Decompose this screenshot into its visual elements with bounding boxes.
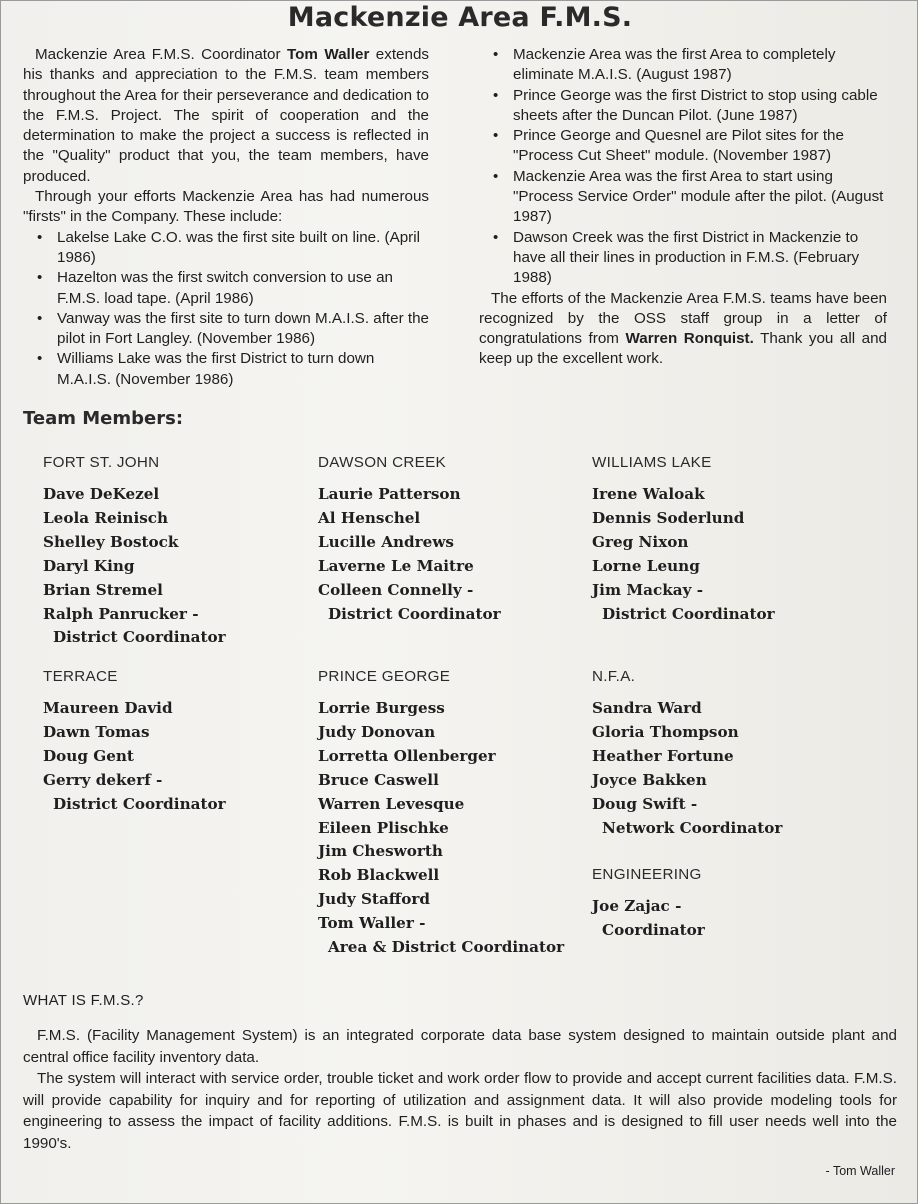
member-name: Jim Chesworth [318, 842, 443, 861]
member-name: Sandra Ward [592, 699, 702, 717]
closing-text-cont: Thank you all and keep up the excellent work. [479, 330, 887, 368]
member-name: Doug Swift - [592, 794, 698, 813]
group-name: ENGINEERING [592, 866, 702, 883]
member-name: Dawn Tomas [43, 722, 150, 741]
member-name: Lorrie Burgess [318, 699, 445, 717]
fms-paragraph: The system will interact with service order, trouble ticket and work order flow to provide and accept current facilities data. F.M.S. will provide capability for inquiry and for reporting of utilization and assignment data. It will also provide modeling tools for engineering to assess the impact of facility additions. F.M.S. is built in phases and is designed to fill user needs well into the 1990's. [23, 1070, 897, 1152]
group-name: N.F.A. [592, 668, 636, 685]
member-role: District Coordinator [602, 604, 775, 623]
intro-paragraph [23, 45, 429, 187]
member-name: Colleen Connelly - [318, 580, 474, 599]
member-role: District Coordinator [53, 794, 226, 813]
member-name: Irene Waloak [592, 485, 705, 503]
member-name: Judy Donovan [318, 722, 436, 741]
member-name: Ralph Panrucker - [43, 604, 199, 623]
left-column [23, 45, 429, 390]
group-prince-george [318, 667, 564, 960]
team-members-heading: Team Members: [23, 408, 184, 429]
member-role: Network Coordinator [602, 818, 783, 837]
list-item: • Mackenzie Area was the first Area to completely eliminate M.A.I.S. (August 1987) [479, 45, 887, 86]
group-name: WILLIAMS LAKE [592, 454, 712, 471]
group-williams-lake [592, 453, 775, 626]
member-name: Judy Stafford [318, 890, 431, 909]
member-name: Lucille Andrews [318, 532, 454, 551]
member-name: Heather Fortune [592, 746, 734, 765]
coordinator-name: Tom Waller [286, 46, 370, 63]
article-title: Mackenzie Area F.M.S. [287, 2, 633, 33]
group-name: DAWSON CREEK [318, 454, 446, 471]
member-name: Tom Waller - [318, 914, 426, 933]
member-name: Warren Levesque [318, 794, 465, 813]
list-item: • Lakelse Lake C.O. was the first site built on line. (April 1986) [23, 228, 429, 269]
sender-name: Warren Ronquist. [625, 330, 754, 348]
list-item: • Prince George was the first District to stop using cable sheets after the Duncan Pilot. (June 1987) [479, 86, 887, 127]
intro-text-cont: extends his thanks and appreciation to the F.M.S. team members throughout the Area for their perseverance and dedication to the F.M.S. Project. The spirit of cooperation and the determination to make the project a success is reflected in the "Quality" product that you, the team members, have produced. [23, 46, 429, 185]
member-name: Bruce Caswell [318, 770, 439, 789]
what-is-fms-body [23, 1025, 897, 1155]
what-is-fms-heading: WHAT IS F.M.S.? [23, 992, 144, 1009]
group-fort-st-john [43, 453, 226, 650]
member-name: Joyce Bakken [592, 770, 707, 789]
member-name: Lorretta Ollenberger [318, 746, 496, 765]
member-name: Rob Blackwell [318, 866, 440, 885]
member-role: Coordinator [602, 920, 705, 939]
group-name: FORT ST. JOHN [43, 454, 160, 471]
list-item: • Mackenzie Area was the first Area to start using "Process Service Order" module after the pilot. (August 1987) [479, 167, 887, 228]
list-item: • Hazelton was the first switch conversion to use an F.M.S. load tape. (April 1986) [23, 268, 429, 309]
member-name: Gloria Thompson [592, 722, 739, 741]
group-engineering [592, 865, 705, 943]
firsts-list-left [23, 228, 429, 390]
member-name: Jim Mackay - [592, 580, 703, 599]
group-terrace [43, 667, 226, 817]
member-role: Area & District Coordinator [328, 938, 565, 957]
list-item: • Prince George and Quesnel are Pilot sites for the "Process Cut Sheet" module. (November 1987) [479, 126, 887, 167]
member-name: Dave DeKezel [43, 485, 160, 503]
group-name: TERRACE [43, 668, 118, 685]
firsts-intro: Through your efforts Mackenzie Area has had numerous "firsts" in the Company. These include: [23, 188, 429, 226]
list-item: • Vanway was the first site to turn down M.A.I.S. after the pilot in Fort Langley. (November 1986) [23, 309, 429, 350]
member-name: Eileen Plischke [318, 818, 449, 837]
member-name: Daryl King [43, 556, 135, 575]
member-name: Brian Stremel [43, 580, 163, 599]
list-item: • Dawson Creek was the first District in Mackenzie to have all their lines in production in F.M.S. (February 1988) [479, 228, 887, 289]
member-name: Laurie Patterson [318, 485, 461, 503]
member-name: Lorne Leung [592, 556, 700, 575]
member-name: Leola Reinisch [43, 508, 169, 527]
member-name: Greg Nixon [592, 532, 689, 551]
member-name: Al Henschel [318, 508, 421, 527]
member-role: District Coordinator [328, 604, 501, 623]
list-item: • Williams Lake was the first District to turn down M.A.I.S. (November 1986) [23, 349, 429, 390]
intro-text: Mackenzie Area F.M.S. Coordinator [35, 46, 287, 63]
right-column [479, 45, 887, 370]
member-role: District Coordinator [53, 628, 226, 647]
member-name: Maureen David [43, 699, 173, 717]
member-name: Joe Zajac - [592, 897, 682, 915]
closing-text: The efforts of the Mackenzie Area F.M.S. teams have been recognized by the OSS staff group in a letter of congratulations from [479, 289, 887, 348]
group-nfa [592, 667, 782, 840]
group-dawson-creek [318, 453, 501, 626]
member-name: Gerry dekerf - [43, 770, 163, 789]
firsts-list-right [479, 45, 887, 289]
member-name: Laverne Le Maitre [318, 556, 474, 575]
member-name: Dennis Soderlund [592, 508, 745, 527]
closing-paragraph [479, 289, 887, 370]
member-name: Shelley Bostock [43, 532, 179, 551]
group-name: PRINCE GEORGE [318, 668, 451, 685]
author-signature: - Tom Waller [825, 1164, 895, 1178]
member-name: Doug Gent [43, 746, 134, 765]
fms-paragraph: F.M.S. (Facility Management System) is an integrated corporate data base system designed to maintain outside plant and central office facility inventory data. [23, 1027, 897, 1066]
